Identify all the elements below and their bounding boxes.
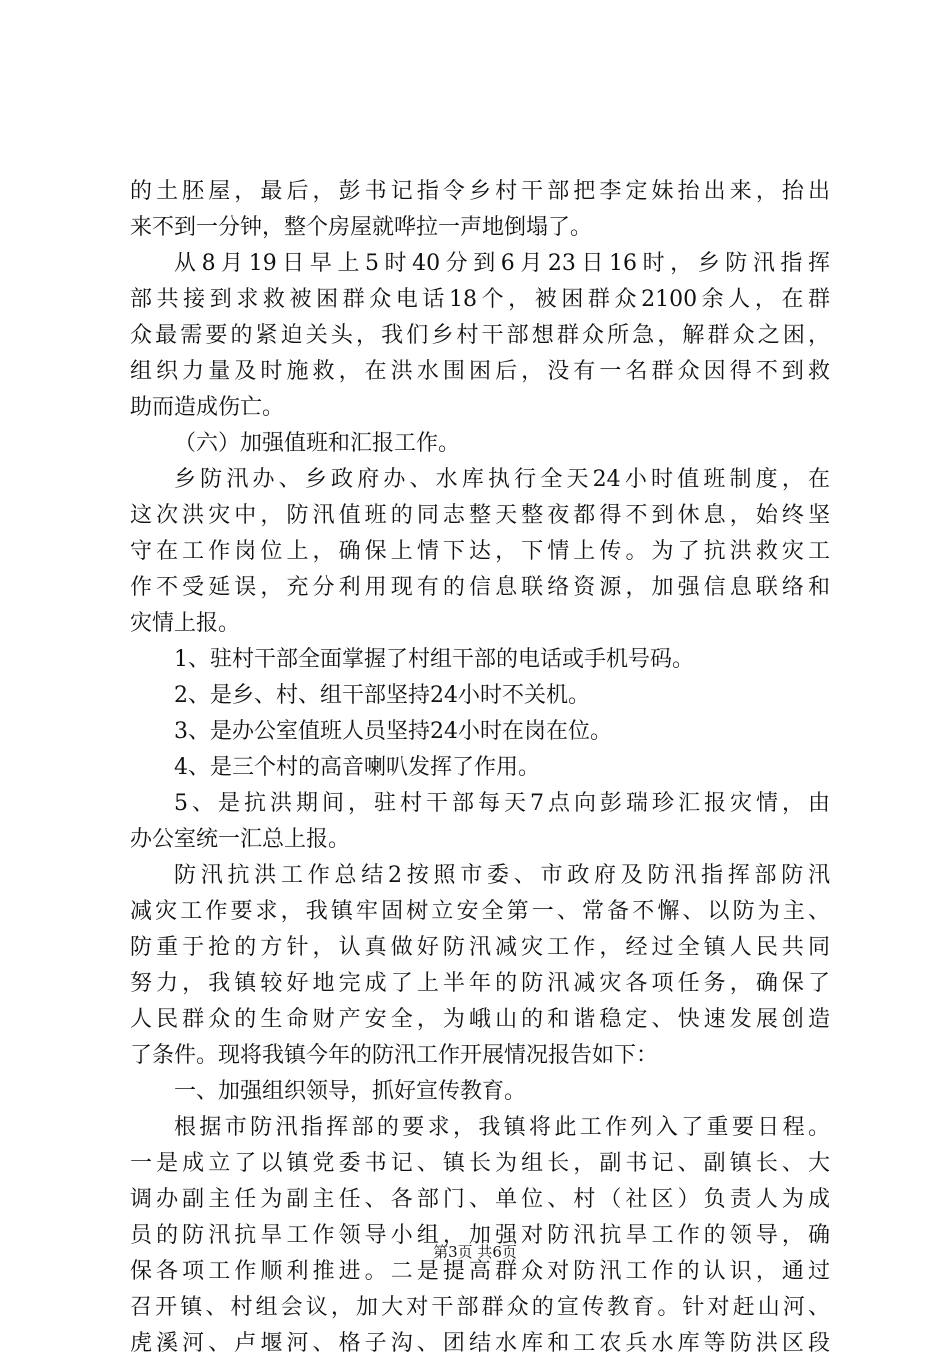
text-line: 虎溪河、卢堰河、格子沟、团结水库和工农兵水库等防洪区段 <box>130 1331 830 1356</box>
text-line: 了条件。现将我镇今年的防汛工作开展情况报告如下： <box>130 1043 659 1068</box>
text-line: 人民群众的生命财产安全，为峨山的和谐稳定、快速发展创造 <box>130 1007 830 1032</box>
text-line: 1、驻村干部全面掌握了村组干部的电话或手机号码。 <box>174 647 694 672</box>
page-number: 第3页 共6页 <box>433 1243 517 1261</box>
text-line: 员的防汛抗旱工作领导小组，加强对防汛抗旱工作的领导，确 <box>130 1223 830 1248</box>
text-line: 灾情上报。 <box>130 611 241 636</box>
text-line: 部共接到求救被困群众电话18个，被困群众2100余人，在群 <box>130 287 830 312</box>
text-line: 召开镇、村组会议，加大对干部群众的宣传教育。针对赶山河、 <box>130 1295 830 1320</box>
text-line: 一、加强组织领导，抓好宣传教育。 <box>174 1079 527 1104</box>
text-line: 来不到一分钟，整个房屋就哗拉一声地倒塌了。 <box>130 215 593 240</box>
text-line: 努力，我镇较好地完成了上半年的防汛减灾各项任务，确保了 <box>130 971 830 996</box>
text-line: 众最需要的紧迫关头，我们乡村干部想群众所急，解群众之困， <box>130 323 830 348</box>
text-line: 3、是办公室值班人员坚持24小时在岗在位。 <box>174 719 612 744</box>
text-line: 的土胚屋，最后，彭书记指令乡村干部把李定妹抬出来，抬出 <box>130 179 830 204</box>
text-line: 4、是三个村的高音喇叭发挥了作用。 <box>174 755 540 780</box>
text-line: 这次洪灾中，防汛值班的同志整天整夜都得不到休息，始终坚 <box>130 503 830 528</box>
text-line: 保各项工作顺利推进。二是提高群众对防汛工作的认识，通过 <box>130 1259 830 1284</box>
text-line: 从8月19日早上5时40分到6月23日16时，乡防汛指挥 <box>174 251 830 276</box>
text-line: 助而造成伤亡。 <box>130 395 285 420</box>
text-line: 办公室统一汇总上报。 <box>130 827 351 852</box>
text-line: 减灾工作要求，我镇牢固树立安全第一、常备不懈、以防为主、 <box>130 899 830 924</box>
text-line: 乡防汛办、乡政府办、水库执行全天24小时值班制度，在 <box>174 467 830 492</box>
text-line: 作不受延误，充分利用现有的信息联络资源，加强信息联络和 <box>130 575 830 600</box>
text-line: （六）加强值班和汇报工作。 <box>174 431 461 456</box>
text-line: 根据市防汛指挥部的要求，我镇将此工作列入了重要日程。 <box>174 1115 830 1140</box>
text-line: 一是成立了以镇党委书记、镇长为组长，副书记、副镇长、大 <box>130 1151 830 1176</box>
text-line: 2、是乡、村、组干部坚持24小时不关机。 <box>174 683 590 708</box>
text-line: 调办副主任为副主任、各部门、单位、村（社区）负责人为成 <box>130 1187 830 1212</box>
text-line: 防汛抗洪工作总结2按照市委、市政府及防汛指挥部防汛 <box>174 863 830 888</box>
text-line: 组织力量及时施救，在洪水围困后，没有一名群众因得不到救 <box>130 359 830 384</box>
document-body <box>130 174 830 1362</box>
text-line: 防重于抢的方针，认真做好防汛减灾工作，经过全镇人民共同 <box>130 935 830 960</box>
text-line: 守在工作岗位上，确保上情下达，下情上传。为了抗洪救灾工 <box>130 539 830 564</box>
text-line: 5、是抗洪期间，驻村干部每天7点向彭瑞珍汇报灾情，由 <box>174 791 830 816</box>
